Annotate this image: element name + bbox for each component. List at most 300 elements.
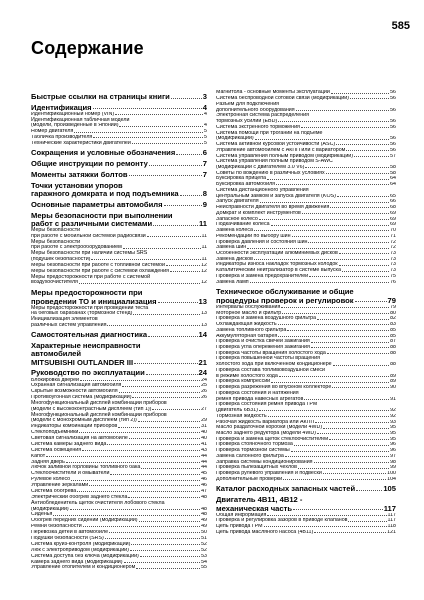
toc-entry <box>216 339 396 344</box>
toc-entry-title: Система камеры заднего вида <box>31 441 107 447</box>
toc-entry <box>216 311 396 316</box>
toc-entry-page: 5 <box>204 141 207 147</box>
toc-entry <box>216 391 396 396</box>
toc-entry-title: Неисправности двигателя во время движения <box>216 205 330 211</box>
toc-entry-title: процедуры проверок и регулировок <box>216 296 354 305</box>
toc-entry-title: работ с различными системами <box>31 220 153 228</box>
toc-entry <box>216 485 396 493</box>
toc-entry <box>31 378 207 383</box>
toc-entry-page: 11 <box>198 220 207 228</box>
toc-entry-page: 52 <box>201 541 207 547</box>
toc-entry-page: 89 <box>390 379 396 385</box>
toc-entry-page: 9 <box>202 200 207 209</box>
toc-entry <box>216 119 396 124</box>
toc-entry-title: Характерные неисправности <box>31 341 141 351</box>
toc-entry <box>31 383 207 388</box>
dot-leader <box>294 445 389 446</box>
dot-leader <box>291 451 389 452</box>
toc-entry-page: 95 <box>390 425 396 431</box>
toc-entry-page: 91 <box>390 396 396 402</box>
toc-entry-title: Проверка состояния ремня привода ГРМ <box>216 402 318 408</box>
toc-entry-page: 46 <box>201 483 207 489</box>
toc-entry-title: Особенности эксплуатации алюминиевых дисков <box>216 251 338 256</box>
toc-entry-title: на беговых барабанах (тормозной стенд) <box>31 311 133 317</box>
toc-entry-page: 5 <box>204 129 207 135</box>
toc-entry <box>216 136 396 141</box>
toc-section-heading <box>216 496 396 512</box>
toc-entry <box>216 90 396 95</box>
toc-entry <box>31 306 207 317</box>
toc-entry <box>216 268 396 273</box>
dot-leader <box>53 515 200 516</box>
toc-entry-title: Номер двигателя <box>31 129 74 135</box>
toc-entry <box>216 513 396 518</box>
toc-entry <box>216 362 396 367</box>
toc-entry-title: ремня привода навесных агрегатов <box>216 396 304 402</box>
toc-entry-title: (подушек безопасности) <box>31 257 91 263</box>
dot-leader <box>354 156 389 157</box>
dot-leader <box>283 479 386 480</box>
toc-entry-title: Проверка повышенной частоты вращения <box>216 356 321 362</box>
toc-entry-title: Инициализация элементов <box>31 316 98 323</box>
dot-leader <box>278 324 389 325</box>
toc-entry-page: 99 <box>390 465 396 471</box>
toc-entry-title: Подушки безопасности (SRS) <box>31 535 104 541</box>
toc-entry-page: 51 <box>201 535 207 541</box>
toc-entry-page: 11 <box>201 233 207 239</box>
toc-entry <box>31 501 207 512</box>
toc-entry-title: Проверка разрежения во впускном коллекторе <box>216 385 332 391</box>
dot-leader <box>346 150 389 151</box>
toc-entry-page: 90 <box>390 385 396 391</box>
dot-leader <box>278 336 389 337</box>
toc-entry-title: Аккумуляторная батарея <box>216 333 278 339</box>
dot-leader <box>132 143 203 144</box>
toc-entry-page: 64 <box>390 182 396 188</box>
toc-entry-title: (модификации) <box>216 136 254 142</box>
toc-entry <box>216 251 396 256</box>
toc-entry-page: 48 <box>201 506 207 512</box>
dot-leader <box>276 184 389 185</box>
dot-leader <box>337 196 389 197</box>
toc-entry <box>216 222 396 227</box>
toc-entry-title: (модели с высококонтрастным дисплеем (тип 1)) <box>31 406 152 412</box>
dot-leader <box>105 538 200 539</box>
toc-entry-page: 85 <box>390 333 396 339</box>
toc-entry-title: Охлаждающая жидкость <box>216 322 277 328</box>
dot-leader <box>132 397 200 398</box>
toc-entry-page: 44 <box>201 459 207 465</box>
toc-entry-title: Проверка угла опережения зажигания <box>216 345 310 350</box>
toc-entry-page: 29 <box>201 418 207 424</box>
toc-entry-title: Проверка и регулировка зазоров в приводе клапанов <box>216 518 348 524</box>
toc-entry <box>216 454 396 459</box>
dot-leader <box>323 473 386 474</box>
toc-entry-title: Перевозка детей в автомобиле <box>31 530 109 536</box>
toc-entry-page: 56 <box>390 107 396 113</box>
toc-entry-title: Табличка производителя <box>31 135 93 141</box>
toc-entry-title: Проверка и замена предохранителей <box>216 273 309 279</box>
dot-leader <box>267 515 386 516</box>
toc-entry <box>31 118 207 129</box>
dot-leader <box>93 108 202 109</box>
toc-entry-title: Подкачивание колеса <box>216 222 270 228</box>
toc-entry <box>31 275 207 286</box>
toc-entry-title: Система помощи при трогании на подъеме <box>216 130 323 136</box>
dot-leader <box>164 205 202 206</box>
toc-entry-title: Каталитический нейтрализатор в системе выпуска <box>216 268 341 274</box>
toc-entry <box>31 129 207 134</box>
toc-entry-title: Меры безопасности при выполнении <box>31 210 173 220</box>
toc-entry-page: 85 <box>390 327 396 333</box>
toc-entry-title: Капот <box>31 453 46 459</box>
dot-leader <box>180 195 202 196</box>
toc-entry-page: 52 <box>201 547 207 553</box>
toc-entry-page: 92 <box>390 408 396 414</box>
dot-leader <box>268 416 389 417</box>
toc-entry-title: Проверка и очистка свечей зажигания <box>216 339 310 345</box>
toc-entry <box>31 323 207 328</box>
toc-entry-page: 11 <box>201 257 207 263</box>
dot-leader <box>298 468 389 469</box>
toc-entry-page: 44 <box>201 465 207 471</box>
toc-entry <box>31 135 207 140</box>
toc-entry-title: Система круиз-контроля (модификации) <box>31 541 131 547</box>
toc-entry-title: Домкрат и комплект инструментов <box>216 210 301 216</box>
dot-leader <box>342 271 389 272</box>
toc-entry-page: 7 <box>202 170 207 179</box>
toc-entry-title: Стеклоподъемники <box>31 430 79 436</box>
dot-leader <box>166 265 200 266</box>
dot-leader <box>118 427 200 428</box>
dot-leader <box>80 380 200 381</box>
toc-entry-title: Меры предосторожности при <box>31 288 143 298</box>
toc-entry-title: Замена шин <box>216 245 247 251</box>
toc-entry-page: 49 <box>201 524 207 530</box>
toc-entry-title: Многофункциональный дисплей комбинации приборов <box>31 411 167 418</box>
toc-entry-title: Сиденья <box>31 512 53 518</box>
dot-leader <box>336 144 389 145</box>
dot-leader <box>79 432 200 433</box>
toc-entry <box>216 125 396 130</box>
toc-entry-title: (модификации) <box>31 506 69 512</box>
dot-leader <box>260 202 389 203</box>
toc-entry-page: 79 <box>387 296 396 305</box>
toc-entry <box>31 542 207 547</box>
toc-entry <box>216 420 396 425</box>
toc-entry-page: 41 <box>201 441 207 447</box>
toc-entry <box>216 518 396 523</box>
toc-entry-page: 66 <box>390 199 396 205</box>
toc-entry <box>216 194 396 199</box>
toc-entry-page: 48 <box>201 494 207 500</box>
toc-entry-title: Проверка состава топливовоздушной смеси <box>216 367 325 373</box>
dot-leader <box>124 562 201 563</box>
toc-entry-title: Быстрые ссылки на страницы книги <box>31 93 170 101</box>
toc-entry <box>31 454 207 459</box>
toc-entry-page: 83 <box>390 322 396 328</box>
toc-entry-title: Дополнительные проверки <box>216 476 283 482</box>
toc-entry <box>31 430 207 435</box>
toc-entry-page: 8 <box>202 189 207 198</box>
toc-entry-title: Ремни безопасности <box>31 524 82 530</box>
dot-leader <box>267 179 389 180</box>
toc-entry-title: Стеклоочистители и омыватели <box>31 471 110 477</box>
toc-entry-page: 72 <box>390 245 396 251</box>
toc-entry-page: 54 <box>201 559 207 565</box>
toc-entry <box>31 257 207 262</box>
toc-entry-title: Проверка и замена щеток стеклоочистителей <box>216 436 329 442</box>
toc-entry-page: 95 <box>390 431 396 437</box>
toc-entry <box>216 188 396 193</box>
dot-leader <box>301 127 389 128</box>
toc-entry-page: 98 <box>390 459 396 465</box>
toc-entry-title: при работе с мобильной системой радиосвязи <box>31 233 146 239</box>
toc-entry-page: 73 <box>390 268 396 274</box>
page-number: 585 <box>391 20 410 32</box>
toc-entry <box>31 280 207 285</box>
toc-entry <box>31 93 207 101</box>
toc-entry-title: Замена дисков <box>216 256 253 262</box>
toc-entry <box>216 448 396 453</box>
toc-entry <box>216 240 396 245</box>
toc-entry-page: 64 <box>390 176 396 182</box>
toc-entry-page: 49 <box>201 518 207 524</box>
toc-entry <box>31 448 207 453</box>
toc-entry-title: (двигатель 6B31) <box>216 408 258 414</box>
toc-entry-page: 21 <box>198 358 207 367</box>
dot-leader <box>93 137 203 138</box>
toc-entry-title: Замена салонного фильтра <box>216 453 284 459</box>
toc-entry-title: автомобилей <box>31 349 82 359</box>
dot-leader <box>330 207 389 208</box>
dot-leader <box>122 386 200 387</box>
toc-entry-title: Тормозная жидкость <box>216 413 267 419</box>
toc-entry-title: Проверка давления и состояния шин <box>216 239 308 245</box>
toc-entry-title: Общие инструкции по ремонту <box>31 159 148 168</box>
toc-entry-page: 105 <box>383 485 396 493</box>
toc-entry-page: 45 <box>201 471 207 477</box>
toc-entry-title: Основные параметры автомобиля <box>31 200 163 209</box>
toc-entry <box>31 251 207 262</box>
toc-entry <box>216 96 396 101</box>
toc-entry-title: механическая часть <box>216 504 293 513</box>
toc-entry-title: Меры предосторожности при проведении теста <box>31 304 149 311</box>
toc-entry-page: 26 <box>201 395 207 401</box>
dot-leader <box>66 462 200 463</box>
toc-entry-title: Система управления полным приводом S-AWC <box>216 159 333 165</box>
dot-leader <box>109 532 200 533</box>
dot-leader <box>147 236 201 237</box>
dot-leader <box>271 382 389 383</box>
toc-entry-title: Электрический обогрев заднего стекла <box>31 494 128 500</box>
toc-entry-page: 73 <box>390 251 396 256</box>
dot-leader <box>171 98 202 99</box>
toc-entry-title: Люк с электроприводом (модификации) <box>31 547 129 553</box>
toc-entry-title: Сокращения и условные обозначения <box>31 149 176 157</box>
toc-entry <box>31 171 207 179</box>
toc-entry-title: Идентификация <box>31 103 92 112</box>
dot-leader <box>74 132 203 133</box>
toc-entry-title: центральным замком и запуска двигателя (KOS) <box>216 193 336 199</box>
toc-entry-title: Моторное масло и фильтр <box>216 310 282 316</box>
toc-entry <box>216 280 396 285</box>
toc-entry-title: Меры безопасности при наличии системы SRS <box>31 250 148 257</box>
toc-entry <box>31 359 207 367</box>
dot-leader <box>131 544 200 545</box>
toc-entry-title: Масло заднего редуктора (модели 4WD) <box>216 431 316 437</box>
toc-entry-title: Каталог расходных запасных частей <box>216 485 356 493</box>
toc-entry-page: 88 <box>390 362 396 368</box>
toc-entry-page: 12 <box>201 262 207 268</box>
dot-leader <box>83 526 200 527</box>
toc-entry-page: 56 <box>390 147 396 153</box>
toc-entry-title: (модели с монохромным дисплеем (тип 2)) <box>31 418 137 424</box>
toc-entry <box>31 190 207 198</box>
toc-entry <box>216 351 396 356</box>
toc-entry-page: 104 <box>387 476 396 482</box>
toc-entry-title: Проверка и замена воздушного фильтра <box>216 316 317 322</box>
dot-leader <box>331 93 389 94</box>
toc-entry-title: Интервалы обслуживания <box>216 304 281 310</box>
dot-leader <box>107 325 200 326</box>
toc-entry <box>216 379 396 384</box>
toc-entry-page: 24 <box>201 377 207 383</box>
toc-entry <box>216 505 396 513</box>
toc-entry-title: Проверка тормозной системы <box>216 448 290 454</box>
dot-leader <box>305 167 389 168</box>
toc-entry <box>31 560 207 565</box>
toc-entry <box>31 436 207 441</box>
toc-entry <box>216 385 396 390</box>
toc-entry <box>216 113 396 118</box>
toc-entry-page: 24 <box>198 369 207 377</box>
toc-entry <box>216 431 396 436</box>
toc-entry-page: 95 <box>390 436 396 442</box>
toc-entry-title: Заправка системы кондиционирования <box>216 459 313 465</box>
toc-section-heading <box>31 182 207 198</box>
dot-leader <box>119 392 201 393</box>
toc-entry <box>216 165 396 170</box>
toc-entry-title: Система обогрева <box>31 489 77 495</box>
toc-entry-title: Меры предосторожности при работе с системой <box>31 273 151 280</box>
toc-entry-title: Технические характеристики двигателей <box>31 141 131 147</box>
dot-leader <box>119 126 203 127</box>
toc-entry-page: 69 <box>390 222 396 228</box>
toc-entry <box>216 374 396 379</box>
dot-leader <box>278 121 389 122</box>
toc-entry-title: Замена колеса <box>216 228 253 234</box>
dot-leader <box>123 248 201 249</box>
dot-leader <box>329 439 389 440</box>
toc-entry <box>216 245 396 250</box>
dot-leader <box>146 374 198 375</box>
toc-entry <box>216 408 396 413</box>
toc-entry <box>216 328 396 333</box>
toc-entry-title: Электронная система распределения <box>216 113 309 119</box>
toc-entry-page: 69 <box>390 216 396 222</box>
dot-leader <box>254 230 389 231</box>
toc-entry <box>31 228 207 239</box>
dot-leader <box>247 248 389 249</box>
toc-entry-page: 121 <box>387 529 396 535</box>
toc-entry <box>31 483 207 488</box>
dot-leader <box>129 175 202 176</box>
toc-entry-title: в режиме холостого хода <box>216 373 278 379</box>
toc-entry-title: Моменты затяжки болтов <box>31 170 128 179</box>
toc-entry <box>216 148 396 153</box>
dot-leader <box>356 490 382 491</box>
toc-entry-page: 92 <box>390 413 396 419</box>
toc-entry-title: Лючок заливной горловины топливного бака <box>31 465 141 471</box>
toc-entry-title: Меры безопасности при работе с системой охлаждения <box>31 268 169 274</box>
toc-entry-title: Система экстренного торможения <box>216 124 300 130</box>
toc-entry-page: 11 <box>201 245 207 251</box>
toc-entry-title: Световая сигнализация на автомобиле <box>31 436 128 442</box>
dot-leader <box>133 314 200 315</box>
toc-entry <box>31 263 207 268</box>
toc-entry-title: Самостоятельная диагностика <box>31 331 148 339</box>
dot-leader <box>326 173 389 174</box>
dot-leader <box>71 480 200 481</box>
toc-entry-title: Обогрев передних сидений (модификации) <box>31 518 138 524</box>
toc-entry-page: 117 <box>387 518 396 524</box>
toc-entry-page: 47 <box>201 489 207 495</box>
dot-leader <box>285 456 389 457</box>
dot-leader <box>304 399 389 400</box>
dot-leader <box>309 276 389 277</box>
toc-entry-page: 69 <box>390 210 396 216</box>
toc-entry <box>31 530 207 535</box>
toc-entry-page: 12 <box>201 268 207 274</box>
toc-entry-page: 73 <box>390 256 396 262</box>
toc-entry <box>31 141 207 146</box>
toc-entry <box>216 297 396 305</box>
toc-entry-title: Буксировка автомобиля <box>216 182 276 188</box>
dot-leader <box>339 253 389 254</box>
toc-entry-page: 118 <box>387 524 396 530</box>
toc-entry-page: 3 <box>202 93 207 101</box>
toc-entry-page: 71 <box>390 233 396 239</box>
dot-leader <box>138 421 200 422</box>
toc-entry <box>31 317 207 328</box>
dot-leader <box>281 307 389 308</box>
toc-entry-title: Индикаторы комбинации приборов <box>31 424 118 430</box>
toc-entry <box>31 413 207 424</box>
toc-entry-page: 117 <box>387 512 396 518</box>
dot-leader <box>317 433 389 434</box>
dot-leader <box>327 353 389 354</box>
dot-leader <box>311 342 389 343</box>
toc-entry <box>216 154 396 159</box>
toc-entry-title: (модели, произведенные в Японии) <box>31 123 119 129</box>
toc-entry-page: 56 <box>390 119 396 125</box>
toc-entry-title: Разъем для подключения <box>216 101 280 107</box>
dot-leader <box>158 302 198 303</box>
toc-entry <box>31 524 207 529</box>
toc-entry-title: Проверка стояночного тормоза <box>216 442 293 448</box>
toc-entry-page: 87 <box>390 339 396 345</box>
toc-entry-title: Система освещения <box>31 447 82 453</box>
toc-entry <box>216 402 396 407</box>
toc-entry-page: 57 <box>390 153 396 159</box>
toc-entry-title: Советы по вождению в различных условиях <box>216 170 325 176</box>
toc-entry-title: Камера заднего вида (модификации) <box>31 559 123 565</box>
toc-entry <box>31 518 207 523</box>
page-title: Содержание <box>31 38 144 58</box>
dot-leader <box>308 242 389 243</box>
toc-entry <box>216 460 396 465</box>
